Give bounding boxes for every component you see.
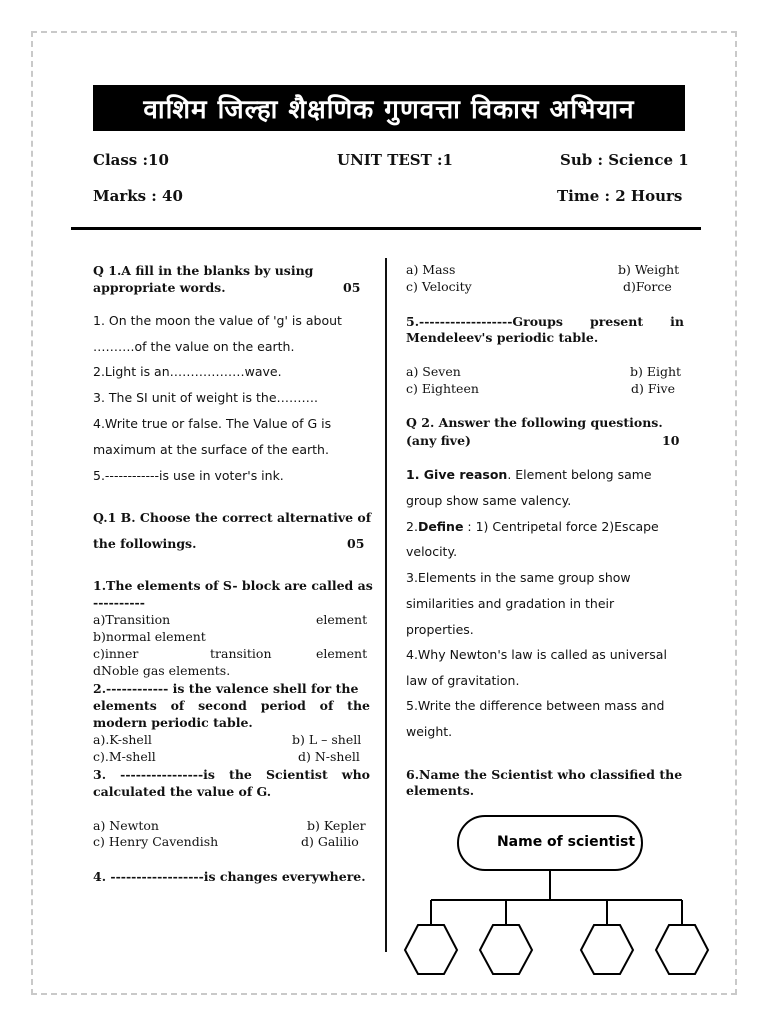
marks-label: Marks : 40 (93, 187, 183, 205)
q6-heading: 6.Name the Scientist who classified the (406, 767, 683, 782)
q1b-heading-2: the followings. (93, 536, 197, 551)
mcq-5-option-a: a) Seven (406, 364, 461, 379)
answer-5: 5.Write the difference between mass and (406, 698, 665, 713)
blank-4: 4.Write true or false. The Value of G is (93, 416, 332, 431)
mcq-4-option-d: d)Force (623, 279, 672, 294)
answer-3: 3.Elements in the same group show (406, 570, 631, 585)
mcq-3-option-b: b) Kepler (307, 818, 366, 833)
time-label: Time : 2 Hours (557, 187, 683, 205)
answer-4: 4.Why Newton's law is called as universal (406, 647, 667, 662)
mcq-1-option-c: c)inner (93, 646, 139, 661)
blank-2: 2.Light is an………………wave. (93, 364, 282, 379)
hexagon-4 (656, 925, 708, 974)
mcq-3-cont: calculated the value of G. (93, 784, 272, 799)
column-divider (385, 258, 387, 952)
answer-2-cont: velocity. (406, 544, 458, 559)
blank-5: 5.------------is use in voter's ink. (93, 468, 284, 483)
answer-2-keyword: Define (417, 519, 464, 534)
answer-1-text: . Element belong same (507, 467, 652, 482)
q6-heading-2: elements. (406, 783, 475, 798)
q1b-marks: 05 (347, 536, 365, 551)
hexagon-2 (480, 925, 532, 974)
blank-3: 3. The SI unit of weight is the………. (93, 390, 318, 405)
q2-marks: 10 (662, 433, 680, 448)
root-node-label: Name of scientist (496, 834, 636, 850)
answer-1-keyword: 1. Give reason (406, 467, 508, 482)
mcq-3-option-a: a) Newton (93, 818, 159, 833)
q2-heading: Q 2. Answer the following questions. (406, 415, 663, 430)
mcq-1-option-a: a)Transition (93, 612, 171, 627)
hexagon-3 (581, 925, 633, 974)
subject-label: Sub : Science 1 (560, 151, 689, 169)
q1a-marks: 05 (343, 280, 361, 295)
mcq-1: 1.The elements of S- block are called as (93, 578, 373, 593)
q1b-heading: Q.1 B. Choose the correct alternative of (93, 510, 372, 525)
test-label: UNIT TEST :1 (337, 151, 453, 169)
answer-1 (406, 466, 684, 483)
mcq-1-option-d: dNoble gas elements. (93, 663, 231, 678)
q1a-heading-2: appropriate words. (93, 280, 226, 295)
mcq-1-option-b: b)normal element (93, 629, 206, 644)
mcq-2-cont: elements of second period of the (93, 698, 370, 713)
q1a-heading: Q 1.A fill in the blanks by using (93, 263, 314, 278)
mcq-5-cont: Mendeleev's periodic table. (406, 330, 599, 345)
mcq-1-option-c-mid: transition (210, 646, 272, 661)
mcq-2-cont-2: modern periodic table. (93, 715, 253, 730)
header-divider (71, 227, 701, 230)
mcq-3-option-c: c) Henry Cavendish (93, 834, 219, 849)
mcq-3-option-d: d) Galilio (301, 834, 359, 849)
mcq-2: 2.------------ is the valence shell for the (93, 681, 359, 696)
mcq-1-option-c-end: element (316, 646, 368, 661)
mcq-5-option-c: c) Eighteen (406, 381, 479, 396)
scientist-tree-diagram (400, 812, 720, 982)
mcq-5: 5.------------------Groups present in (406, 314, 684, 329)
answer-2-number: 2. (406, 519, 418, 534)
page-title: वाशिम जिल्हा शैक्षणिक गुणवत्ता विकास अभियान (93, 85, 685, 131)
mcq-4-option-a: a) Mass (406, 262, 456, 277)
mcq-4-option-b: b) Weight (618, 262, 680, 277)
mcq-1-blank: ---------- (93, 595, 145, 610)
mcq-2-option-c: c).M-shell (93, 749, 156, 764)
mcq-5-option-d: d) Five (631, 381, 675, 396)
q2-heading-2: (any five) (406, 433, 471, 448)
mcq-4: 4. ------------------is changes everywhere. (93, 869, 366, 884)
blank-1-cont: ……….of the value on the earth. (93, 339, 295, 354)
mcq-4-option-c: c) Velocity (406, 279, 472, 294)
blank-4-cont: maximum at the surface of the earth. (93, 442, 329, 457)
answer-4-cont: law of gravitation. (406, 673, 520, 688)
mcq-2-option-a: a).K-shell (93, 732, 152, 747)
answer-2-text: : 1) Centripetal force 2)Escape (463, 519, 659, 534)
answer-5-cont: weight. (406, 724, 453, 739)
answer-3-cont-2: properties. (406, 622, 474, 637)
mcq-5-option-b: b) Eight (630, 364, 682, 379)
hexagon-1 (405, 925, 457, 974)
mcq-2-option-d: d) N-shell (298, 749, 360, 764)
mcq-2-option-b: b) L – shell (292, 732, 362, 747)
blank-1: 1. On the moon the value of 'g' is about (93, 313, 342, 328)
answer-1-cont: group show same valency. (406, 493, 572, 508)
answer-3-cont: similarities and gradation in their (406, 596, 615, 611)
mcq-1-option-a-end: element (316, 612, 368, 627)
class-label: Class :10 (93, 151, 169, 169)
answer-2 (406, 518, 659, 535)
mcq-3: 3. ----------------is the Scientist who (93, 767, 370, 782)
